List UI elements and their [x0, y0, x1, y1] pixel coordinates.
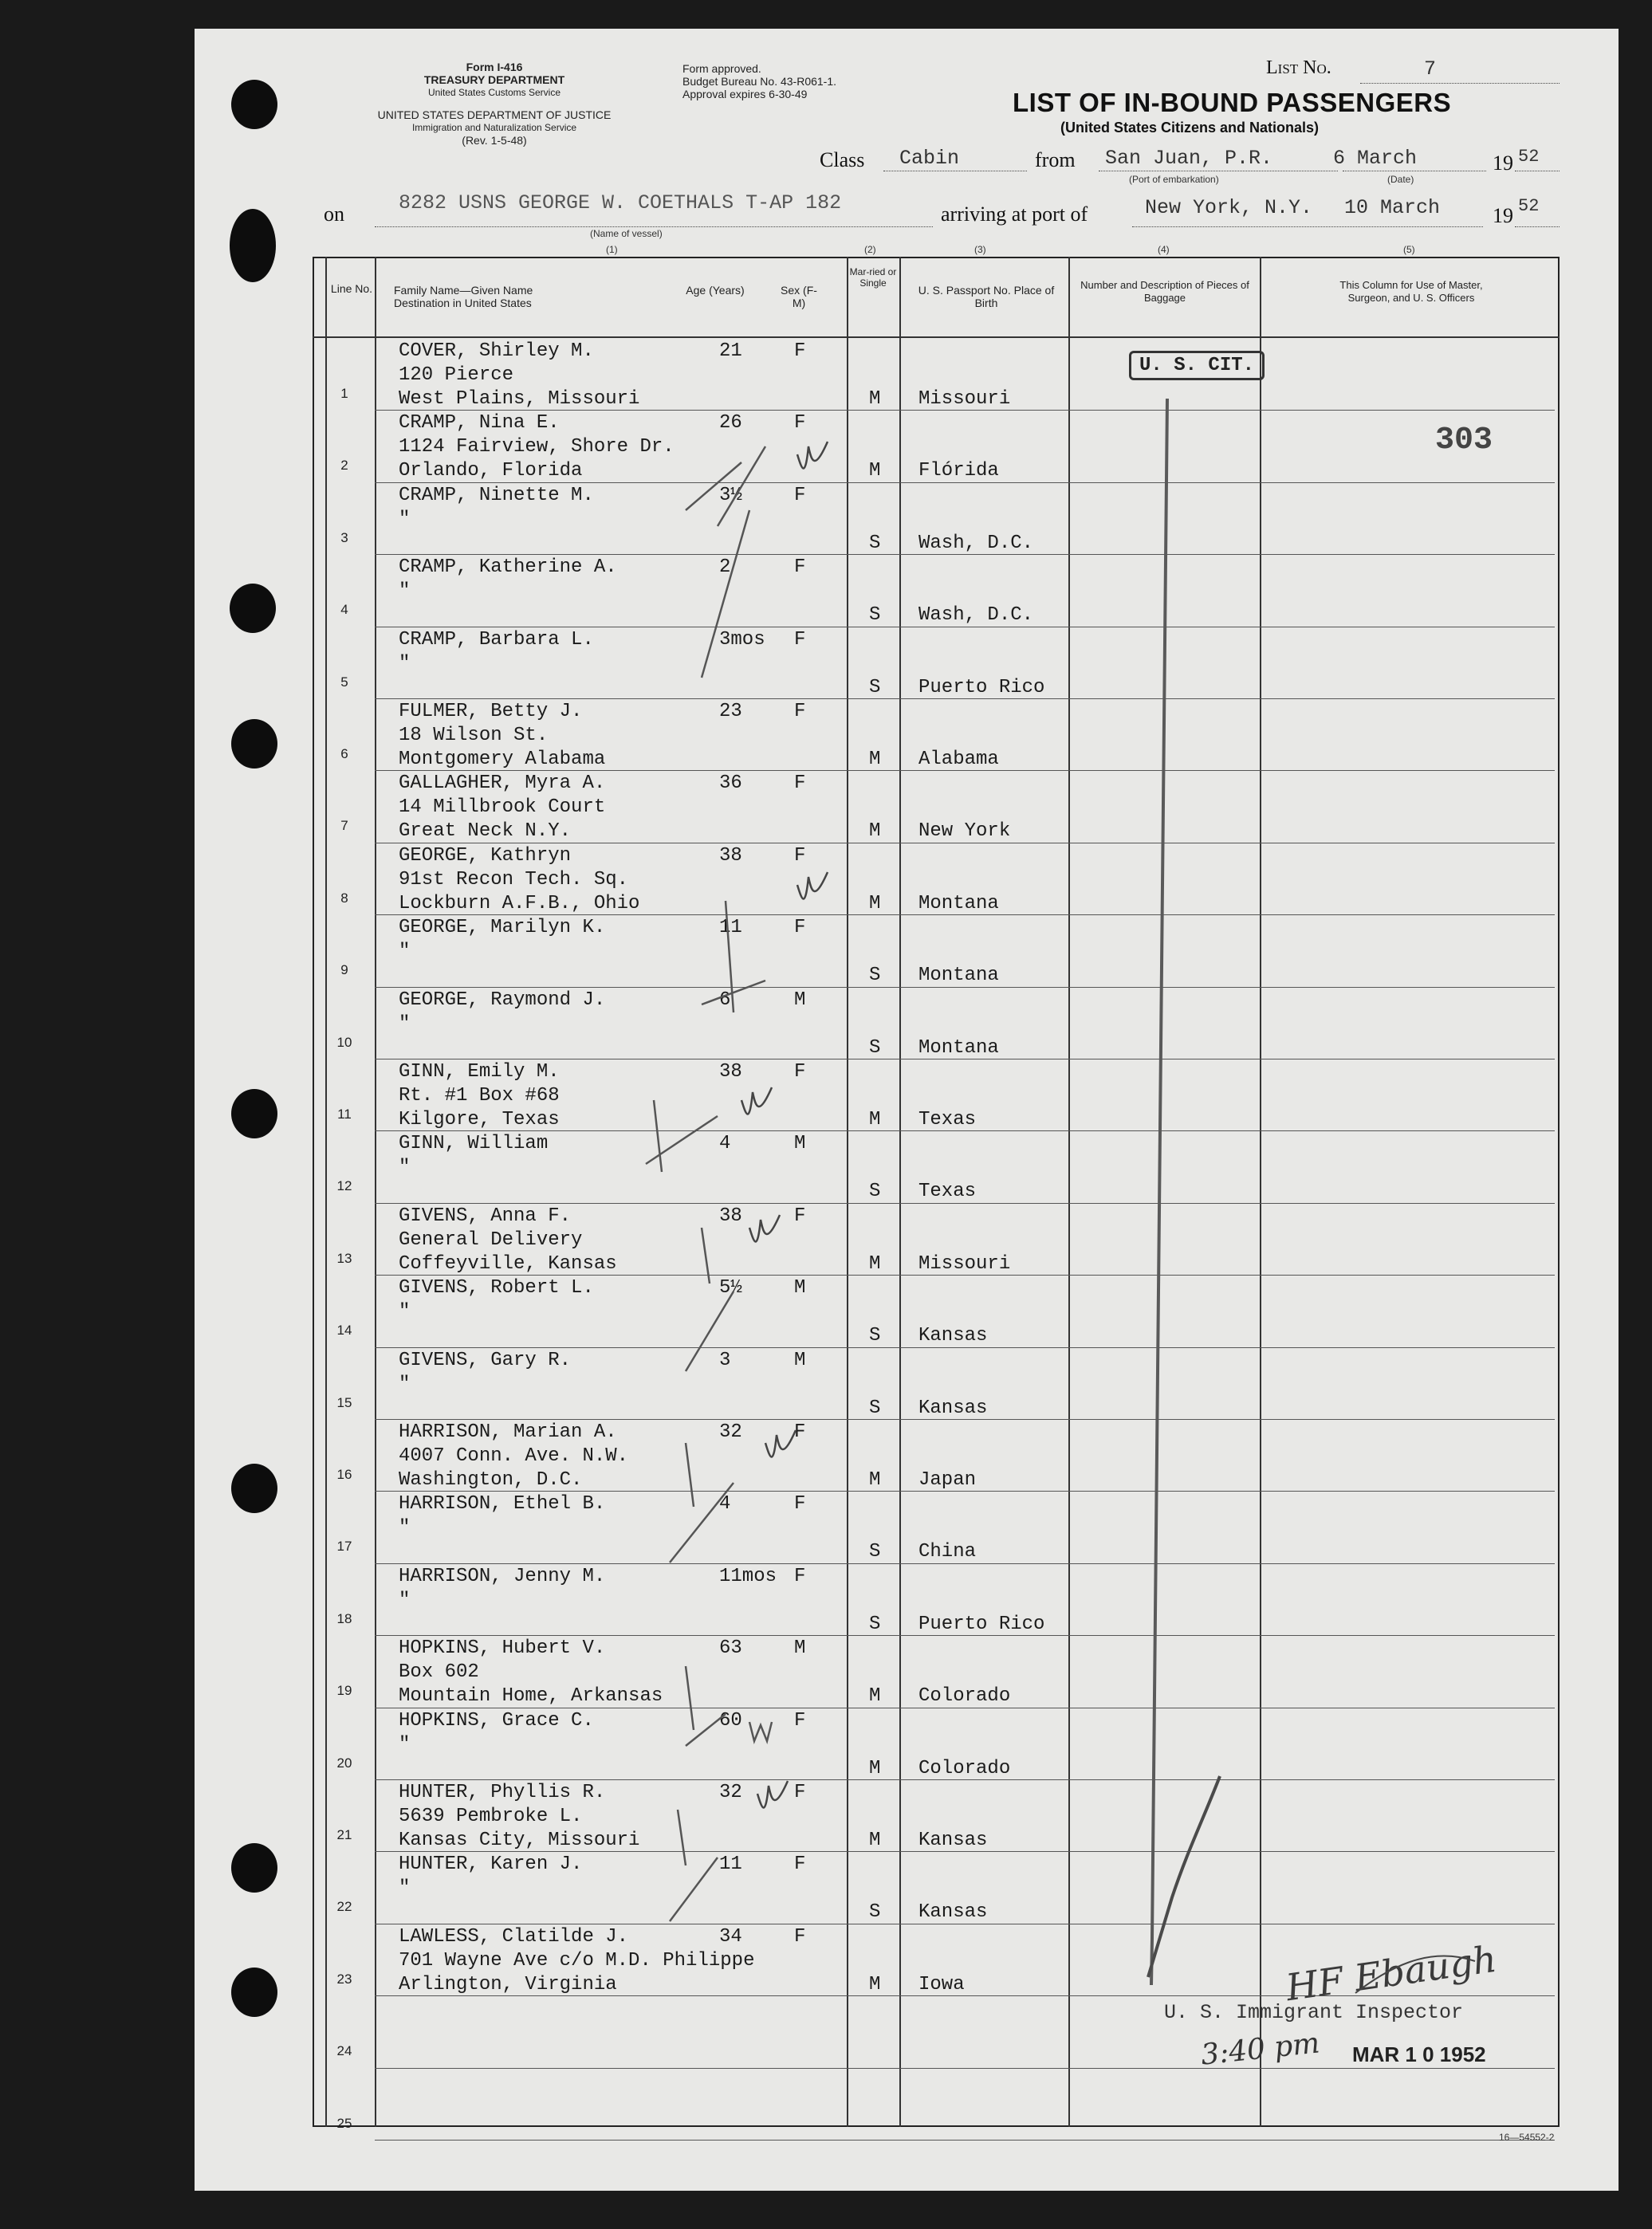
form-revision: (Rev. 1-5-48) [462, 134, 527, 147]
destination-line-1: 1124 Fairview, Shore Dr. [399, 436, 675, 458]
officer-number: 303 [1435, 423, 1493, 458]
col-header-officers: This Column for Use of Master, Surgeon, and U. S. Officers [1339, 279, 1483, 304]
line-number: 16 [336, 1467, 352, 1482]
justice-block [319, 108, 670, 147]
destination-line-1: Rt. #1 Box #68 [399, 1085, 560, 1107]
embark-date: 6 March [1333, 147, 1418, 170]
destination-line-1: " [399, 652, 411, 674]
passenger-age: 32 [719, 1421, 742, 1443]
passenger-age: 38 [719, 844, 742, 867]
passenger-name: HUNTER, Karen J. [399, 1854, 583, 1876]
destination-line-2: Great Neck N.Y. [399, 820, 572, 843]
destination-line-1: " [399, 1733, 411, 1755]
vessel-caption: (Name of vessel) [590, 228, 663, 239]
marital-status: S [869, 1541, 881, 1563]
place-of-birth: China [918, 1541, 977, 1563]
passenger-sex: F [794, 1493, 806, 1515]
col-header-passport: U. S. Passport No. Place of Birth [918, 284, 1055, 309]
line-number: 2 [340, 458, 348, 474]
passenger-sex: F [794, 1925, 806, 1948]
line-number: 8 [340, 890, 348, 906]
passenger-sex: M [794, 1349, 806, 1371]
destination-line-1: " [399, 508, 411, 530]
passenger-sex: F [794, 772, 806, 795]
passenger-name: GIVENS, Anna F. [399, 1205, 572, 1227]
destination-line-2: Orlando, Florida [399, 460, 583, 482]
passenger-name: GIVENS, Robert L. [399, 1277, 594, 1299]
place-of-birth: Alabama [918, 749, 999, 770]
punch-hole [231, 80, 277, 129]
punch-hole [230, 209, 276, 282]
handwritten-time: 3:40 pm [1199, 2027, 1322, 2072]
passenger-sex: F [794, 1205, 806, 1227]
line-number: 9 [340, 962, 348, 978]
passenger-sex: M [794, 1133, 806, 1155]
place-of-birth: Iowa [918, 1973, 965, 1995]
passenger-age: 36 [719, 772, 742, 795]
col-num-2: (2) [864, 244, 876, 255]
passenger-name: GEORGE, Raymond J. [399, 989, 606, 1011]
passenger-sex: M [794, 1637, 806, 1660]
passenger-age: 5½ [719, 1277, 742, 1299]
destination-line-2: Washington, D.C. [399, 1469, 583, 1491]
port-of-embarkation: San Juan, P.R. [1105, 147, 1273, 170]
passenger-age: 34 [719, 1925, 742, 1948]
year-2: 52 [1518, 196, 1540, 216]
passenger-sex: F [794, 1565, 806, 1587]
col-header-baggage: Number and Description of Pieces of Baggage [1080, 279, 1249, 304]
form-number: Form I-416 [466, 61, 523, 73]
passenger-age: 63 [719, 1637, 742, 1660]
place-of-birth: Kansas [918, 1325, 988, 1347]
destination-line-1: " [399, 1877, 411, 1900]
place-of-birth: Wash, D.C. [918, 532, 1034, 554]
punch-hole [231, 1089, 277, 1138]
inspector-caption: U. S. Immigrant Inspector [1164, 2001, 1464, 2024]
passenger-sex: F [794, 1782, 806, 1803]
punch-hole [231, 1843, 277, 1893]
line-number: 12 [336, 1178, 352, 1194]
passenger-name: HUNTER, Phyllis R. [399, 1782, 606, 1803]
destination-line-1: 120 Pierce [399, 364, 514, 386]
passenger-sex: F [794, 1709, 806, 1732]
marital-status: M [869, 1252, 881, 1275]
passenger-name: GINN, William [399, 1133, 549, 1155]
passenger-age: 38 [719, 1205, 742, 1227]
place-of-birth: Montana [918, 965, 999, 987]
line-number: 24 [336, 2043, 352, 2059]
place-of-birth: Wash, D.C. [918, 604, 1034, 627]
punch-hole [230, 584, 276, 633]
destination-line-1: " [399, 1517, 411, 1539]
passenger-name: HOPKINS, Hubert V. [399, 1637, 606, 1660]
line-number: 14 [336, 1323, 352, 1339]
col-divider [375, 257, 376, 2127]
marital-status: M [869, 1469, 881, 1491]
passenger-sex: F [794, 1421, 806, 1443]
marital-status: M [869, 1109, 881, 1130]
page-title: LIST OF IN-BOUND PASSENGERS [1013, 88, 1452, 117]
passenger-name: GINN, Emily M. [399, 1061, 560, 1083]
justice-dept: UNITED STATES DEPARTMENT OF JUSTICE [377, 108, 612, 121]
place-of-birth: Japan [918, 1469, 977, 1491]
col-header-married: Mar-ried or Single [849, 266, 897, 289]
marital-status: M [869, 388, 881, 410]
place-of-birth: Colorado [918, 1757, 1011, 1779]
passenger-age: 26 [719, 412, 742, 434]
ins-service: Immigration and Naturalization Service [411, 122, 577, 133]
place-of-birth: Missouri [918, 1252, 1011, 1275]
passenger-name: HARRISON, Marian A. [399, 1421, 617, 1443]
line-number: 3 [340, 529, 348, 545]
col-divider [899, 257, 901, 2127]
col-header-line-no: Line No. [330, 282, 373, 295]
inspector-signature: HF Ebaugh [1283, 1936, 1500, 2010]
destination-line-2: Lockburn A.F.B., Ohio [399, 892, 640, 914]
footer-code: 16—54552-2 [1499, 2132, 1555, 2143]
destination-line-1: " [399, 941, 411, 963]
passenger-name: GEORGE, Kathryn [399, 844, 572, 867]
line-number: 6 [340, 746, 348, 761]
place-of-birth: Flórida [918, 460, 999, 482]
place-of-birth: Puerto Rico [918, 1613, 1045, 1635]
destination-line-1: General Delivery [399, 1229, 583, 1251]
passenger-sex: F [794, 484, 806, 506]
date-stamp: MAR 1 0 1952 [1352, 2042, 1486, 2066]
col-num-5: (5) [1403, 244, 1415, 255]
destination-line-1: 5639 Pembroke L. [399, 1806, 583, 1827]
marital-status: S [869, 1325, 881, 1347]
destination-line-2: Mountain Home, Arkansas [399, 1685, 663, 1708]
destination-line-1: " [399, 1157, 411, 1179]
line-number: 11 [337, 1107, 352, 1122]
destination-line-1: " [399, 1589, 411, 1611]
destination-line-2: Arlington, Virginia [399, 1973, 617, 1995]
approval-block [682, 62, 836, 100]
us-citizen-stamp: U. S. CIT. [1129, 351, 1265, 380]
form-approved: Form approved. [682, 62, 761, 75]
passenger-sex: F [794, 340, 806, 362]
frame-inner-border [325, 257, 327, 2127]
col-header-destination: Destination in United States [394, 297, 532, 309]
passenger-sex: F [794, 1061, 806, 1083]
passenger-age: 60 [719, 1709, 742, 1732]
passenger-sex: F [794, 412, 806, 434]
place-of-birth: Kansas [918, 1901, 988, 1924]
marital-status: M [869, 749, 881, 770]
marital-status: M [869, 1757, 881, 1779]
place-of-birth: Kansas [918, 1397, 988, 1419]
destination-line-2: Coffeyville, Kansas [399, 1252, 617, 1275]
line-number: 1 [340, 386, 348, 401]
line-number: 23 [336, 1971, 352, 1987]
col-divider [1260, 257, 1261, 2127]
destination-line-1: 91st Recon Tech. Sq. [399, 868, 629, 890]
place-of-birth: Texas [918, 1109, 977, 1130]
destination-line-1: 701 Wayne Ave c/o M.D. Philippe [399, 1949, 755, 1972]
passenger-sex: F [794, 556, 806, 579]
passenger-name: COVER, Shirley M. [399, 340, 594, 362]
place-of-birth: Texas [918, 1181, 977, 1203]
customs-service: United States Customs Service [427, 87, 561, 98]
punch-hole [231, 1968, 277, 2017]
col-num-3: (3) [974, 244, 986, 255]
passenger-name: CRAMP, Katherine A. [399, 556, 617, 579]
place-of-birth: Missouri [918, 388, 1011, 410]
line-number: 13 [336, 1250, 352, 1266]
year-prefix-2: 19 [1493, 204, 1513, 227]
list-no-label: List No. [1266, 57, 1331, 78]
destination-line-1: " [399, 580, 411, 603]
line-number: 21 [336, 1827, 352, 1842]
destination-line-1: " [399, 1301, 411, 1323]
destination-line-2: Montgomery Alabama [399, 749, 606, 770]
col-num-4: (4) [1158, 244, 1170, 255]
destination-line-1: Box 602 [399, 1661, 479, 1684]
line-number: 19 [336, 1683, 352, 1699]
marital-status: M [869, 1973, 881, 1995]
line-number: 4 [340, 602, 348, 618]
page-subtitle: (United States Citizens and Nationals) [1060, 120, 1320, 136]
marital-status: M [869, 892, 881, 914]
line-number: 7 [340, 818, 348, 834]
passenger-sex: M [794, 1277, 806, 1299]
arrival-port: New York, N.Y. [1145, 196, 1313, 219]
passenger-sex: M [794, 989, 806, 1011]
col-divider [1068, 257, 1070, 2127]
class-value: Cabin [899, 147, 960, 170]
col-header-name: Family Name—Given Name [394, 284, 533, 297]
passenger-age: 11 [719, 917, 742, 939]
form-header-block [319, 61, 670, 99]
passenger-name: HOPKINS, Grace C. [399, 1709, 594, 1732]
line-number: 20 [336, 1755, 352, 1771]
punch-hole [231, 719, 277, 769]
arriving-label: arriving at port of [941, 202, 1088, 226]
passenger-name: GIVENS, Gary R. [399, 1349, 572, 1371]
destination-line-1: " [399, 1373, 411, 1395]
year-1: 52 [1518, 147, 1540, 167]
port-caption: (Port of embarkation) [1129, 174, 1219, 185]
treasury-dept: TREASURY DEPARTMENT [423, 73, 565, 86]
passenger-sex: F [794, 844, 806, 867]
passenger-age: 38 [719, 1061, 742, 1083]
line-number: 15 [336, 1394, 352, 1410]
passenger-sex: F [794, 1854, 806, 1876]
passenger-age: 11 [719, 1854, 742, 1876]
passenger-age: 4 [719, 1133, 731, 1155]
place-of-birth: Colorado [918, 1685, 1011, 1708]
from-label: from [1035, 148, 1076, 171]
place-of-birth: Montana [918, 892, 999, 914]
punch-hole [231, 1464, 277, 1513]
destination-line-1: 14 Millbrook Court [399, 796, 606, 819]
marital-status: S [869, 1613, 881, 1635]
marital-status: S [869, 532, 881, 554]
passenger-age: 11mos [719, 1565, 777, 1587]
marital-status: S [869, 1901, 881, 1924]
marital-status: S [869, 676, 881, 698]
passenger-name: LAWLESS, Clatilde J. [399, 1925, 629, 1948]
passenger-age: 32 [719, 1782, 742, 1803]
line-number: 25 [336, 2115, 352, 2131]
passenger-name: HARRISON, Jenny M. [399, 1565, 606, 1587]
col-num-1: (1) [606, 244, 618, 255]
passenger-sex: F [794, 701, 806, 722]
marital-status: M [869, 1830, 881, 1851]
col-header-sex: Sex (F-M) [781, 284, 817, 309]
approval-expires: Approval expires 6-30-49 [682, 88, 808, 100]
destination-line-1: 4007 Conn. Ave. N.W. [399, 1445, 629, 1467]
marital-status: S [869, 965, 881, 987]
row-separator [375, 2140, 1555, 2141]
line-number: 10 [336, 1034, 352, 1050]
marital-status: S [869, 1397, 881, 1419]
passenger-age: 3mos [719, 628, 765, 651]
passenger-age: 3½ [719, 484, 742, 506]
marital-status: S [869, 1181, 881, 1203]
destination-line-2: West Plains, Missouri [399, 388, 640, 410]
col-divider [847, 257, 848, 2127]
place-of-birth: Kansas [918, 1830, 988, 1851]
passenger-sex: F [794, 917, 806, 939]
passenger-age: 3 [719, 1349, 731, 1371]
passenger-name: CRAMP, Ninette M. [399, 484, 594, 506]
marital-status: S [869, 604, 881, 627]
budget-bureau: Budget Bureau No. 43-R061-1. [682, 75, 837, 88]
passenger-name: HARRISON, Ethel B. [399, 1493, 606, 1515]
passenger-age: 21 [719, 340, 742, 362]
year-prefix-1: 19 [1493, 151, 1513, 175]
destination-line-1: 18 Wilson St. [399, 725, 549, 746]
on-label: on [324, 202, 344, 226]
passenger-age: 4 [719, 1493, 731, 1515]
passenger-sex: F [794, 628, 806, 651]
passenger-age: 6 [719, 989, 731, 1011]
row-separator [375, 2068, 1555, 2069]
passenger-name: CRAMP, Barbara L. [399, 628, 594, 651]
line-number: 5 [340, 674, 348, 690]
header-divider [313, 336, 1560, 338]
date-caption: (Date) [1387, 174, 1414, 185]
passenger-name: GEORGE, Marilyn K. [399, 917, 606, 939]
passenger-age: 23 [719, 701, 742, 722]
destination-line-2: Kansas City, Missouri [399, 1830, 640, 1851]
line-number: 22 [336, 1899, 352, 1915]
place-of-birth: New York [918, 820, 1011, 843]
arrival-date: 10 March [1344, 196, 1441, 219]
line-number: 17 [336, 1539, 352, 1555]
marital-status: S [869, 1036, 881, 1059]
marital-status: M [869, 1685, 881, 1708]
destination-line-1: " [399, 1012, 411, 1035]
place-of-birth: Puerto Rico [918, 676, 1045, 698]
destination-line-2: Kilgore, Texas [399, 1109, 560, 1130]
list-no-value: 7 [1424, 57, 1437, 81]
passenger-name: GALLAGHER, Myra A. [399, 772, 606, 795]
marital-status: M [869, 820, 881, 843]
col-header-age: Age (Years) [686, 284, 745, 297]
class-label: Class [820, 148, 865, 171]
marital-status: M [869, 460, 881, 482]
vessel-name: 8282 USNS GEORGE W. COETHALS T-AP 182 [399, 191, 842, 214]
passenger-name: FULMER, Betty J. [399, 701, 583, 722]
place-of-birth: Montana [918, 1036, 999, 1059]
line-number: 18 [336, 1610, 352, 1626]
passenger-age: 2 [719, 556, 731, 579]
passenger-name: CRAMP, Nina E. [399, 412, 560, 434]
